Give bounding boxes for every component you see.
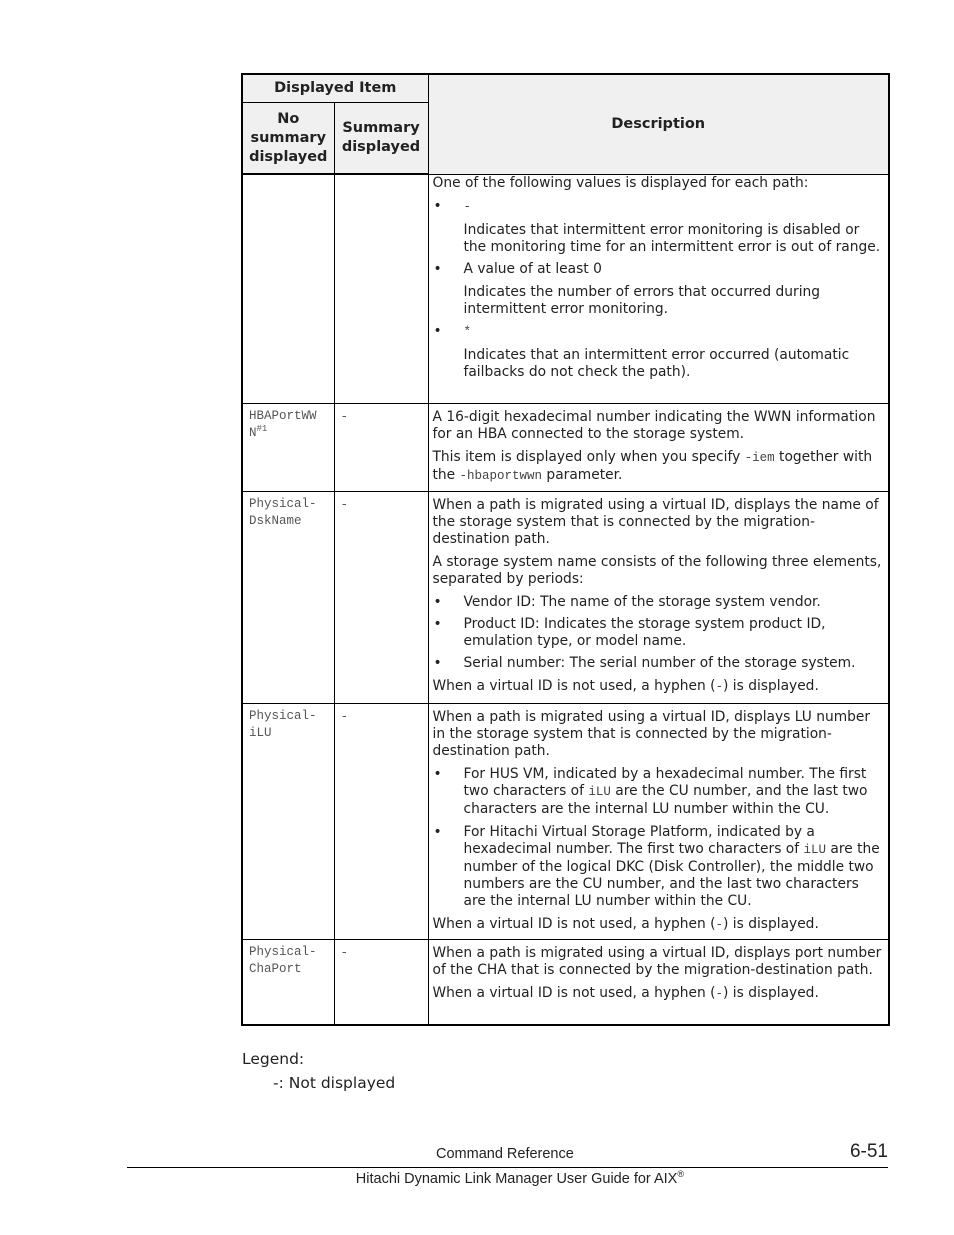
- item-name-part: Physical-: [249, 496, 317, 511]
- value-code: A value of at least 0: [463, 260, 602, 277]
- desc-paragraph: [433, 678, 884, 696]
- text-run: ) is displayed.: [723, 915, 819, 932]
- text-run: ) is displayed.: [723, 984, 819, 1001]
- cell-description: [428, 703, 889, 939]
- text-run: When a virtual ID is not used, a hyphen (: [432, 915, 716, 932]
- list-item: [433, 261, 884, 318]
- list-item: [433, 198, 884, 256]
- cell-item: [242, 939, 334, 1025]
- cell-description: [428, 491, 889, 703]
- desc-paragraph: When a path is migrated using a virtual ID, displays the name of the storage system that is connected by the migration-destination path.: [432, 496, 879, 547]
- command-output-table: [241, 73, 890, 1026]
- legend-entry: -: Not displayed: [273, 1074, 396, 1092]
- summary-value: -: [340, 709, 349, 724]
- list-item: • Vendor ID: The name of the storage system vendor.: [433, 594, 884, 611]
- text-run: When a virtual ID is not used, a hyphen (: [432, 984, 716, 1001]
- item-name: [249, 496, 330, 530]
- table-row: [242, 703, 889, 939]
- footer-divider: [127, 1167, 888, 1168]
- list-item: • Serial number: The serial number of the storage system.: [433, 655, 884, 672]
- list-item: [433, 323, 884, 381]
- text-run: For Hitachi Virtual Storage Platform, indicated by a hexadecimal number. The first two characters of: [463, 823, 815, 857]
- item-name-part: N: [249, 425, 257, 440]
- table-row: [242, 403, 889, 491]
- cell-description: [428, 939, 889, 1025]
- cell-summary: [334, 403, 428, 491]
- desc-paragraph: [433, 449, 884, 485]
- item-name: [249, 944, 330, 978]
- value-code: *: [463, 324, 472, 339]
- legend: [242, 1047, 395, 1095]
- footer-guide-title: [356, 1171, 684, 1187]
- desc-paragraph: When a path is migrated using a virtual ID, displays port number of the CHA that is connected by the migration-destination path.: [432, 944, 882, 978]
- desc-intro: One of the following values is displayed for each path:: [432, 174, 809, 191]
- page-number: 6-51: [849, 1141, 888, 1162]
- list-item: • Product ID: Indicates the storage system product ID, emulation type, or model name.: [433, 616, 884, 650]
- desc-paragraph: [433, 916, 884, 934]
- summary-value: -: [340, 409, 349, 424]
- table-row: [242, 939, 889, 1025]
- param-code: -hbaportwwn: [459, 468, 543, 483]
- param-code: iLU: [803, 842, 826, 857]
- item-name: [249, 708, 330, 742]
- list-item: [433, 766, 884, 818]
- cell-summary: [334, 939, 428, 1025]
- item-name-part: iLU: [249, 725, 272, 740]
- cell-summary: [334, 703, 428, 939]
- value-code: -: [463, 199, 472, 214]
- header-description: Description: [428, 74, 889, 174]
- text-run: parameter.: [542, 466, 623, 483]
- lu-format-list: [433, 766, 884, 910]
- text-run: are the CU number, and the last two characters are the internal LU number within the CU.: [463, 782, 868, 817]
- text-run: ) is displayed.: [723, 677, 819, 694]
- param-code: iLU: [588, 784, 611, 799]
- footer-section-title: Command Reference: [436, 1146, 574, 1162]
- value-description: Indicates that an intermittent error occurred (automatic failbacks do not check the path).: [463, 346, 850, 380]
- cell-description: [428, 174, 889, 403]
- hyphen-code: -: [715, 679, 724, 694]
- header-no-summary: No summary displayed: [242, 103, 334, 175]
- table-header-row: [242, 74, 889, 103]
- text-run: For HUS VM, indicated by a hexadecimal number. The first two characters of: [463, 765, 867, 799]
- item-name-part: HBAPortWW: [249, 408, 317, 423]
- element-list: [433, 594, 884, 672]
- registered-mark: ®: [677, 1169, 684, 1180]
- legend-label: Legend:: [242, 1050, 305, 1068]
- desc-paragraph: A storage system name consists of the following three elements, separated by periods:: [432, 553, 882, 587]
- item-name-part: DskName: [249, 513, 302, 528]
- text-run: This item is displayed only when you specify: [432, 448, 745, 465]
- value-list: [433, 198, 884, 381]
- table-row: [242, 491, 889, 703]
- footnote-ref: #1: [256, 423, 268, 434]
- cell-description: [428, 403, 889, 491]
- cell-summary: [334, 174, 428, 403]
- cell-summary: [334, 491, 428, 703]
- hyphen-code: -: [715, 986, 724, 1001]
- value-description: Indicates the number of errors that occurred during intermittent error monitoring.: [463, 283, 821, 317]
- cell-item: [242, 174, 334, 403]
- param-code: -iem: [744, 450, 775, 465]
- item-name-part: ChaPort: [249, 961, 302, 976]
- item-name: [249, 408, 330, 442]
- header-displayed-item: Displayed Item: [242, 74, 428, 103]
- cell-item: [242, 403, 334, 491]
- summary-value: -: [340, 945, 349, 960]
- value-description: Indicates that intermittent error monitoring is disabled or the monitoring time for an intermittent error is out of range.: [463, 221, 881, 255]
- summary-value: -: [340, 497, 349, 512]
- cell-item: [242, 491, 334, 703]
- text-run: When a virtual ID is not used, a hyphen (: [432, 677, 716, 694]
- item-name-part: Physical-: [249, 944, 317, 959]
- hyphen-code: -: [715, 917, 724, 932]
- desc-paragraph: When a path is migrated using a virtual ID, displays LU number in the storage system that is connected by the migration-destination path.: [432, 708, 871, 759]
- text-run: together with the: [432, 448, 873, 483]
- list-item: [433, 824, 884, 910]
- guide-title-text: Hitachi Dynamic Link Manager User Guide for AIX: [355, 1171, 678, 1187]
- cell-item: [242, 703, 334, 939]
- desc-paragraph: A 16-digit hexadecimal number indicating the WWN information for an HBA connected to the storage system.: [432, 408, 876, 442]
- header-summary: Summary displayed: [334, 103, 428, 175]
- desc-paragraph: [433, 985, 884, 1003]
- text-run: are the number of the logical DKC (Disk Controller), the middle two numbers are the CU number, and the last two characters are the internal LU number within the CU.: [463, 840, 880, 909]
- item-name-part: Physical-: [249, 708, 317, 723]
- table-row: [242, 174, 889, 403]
